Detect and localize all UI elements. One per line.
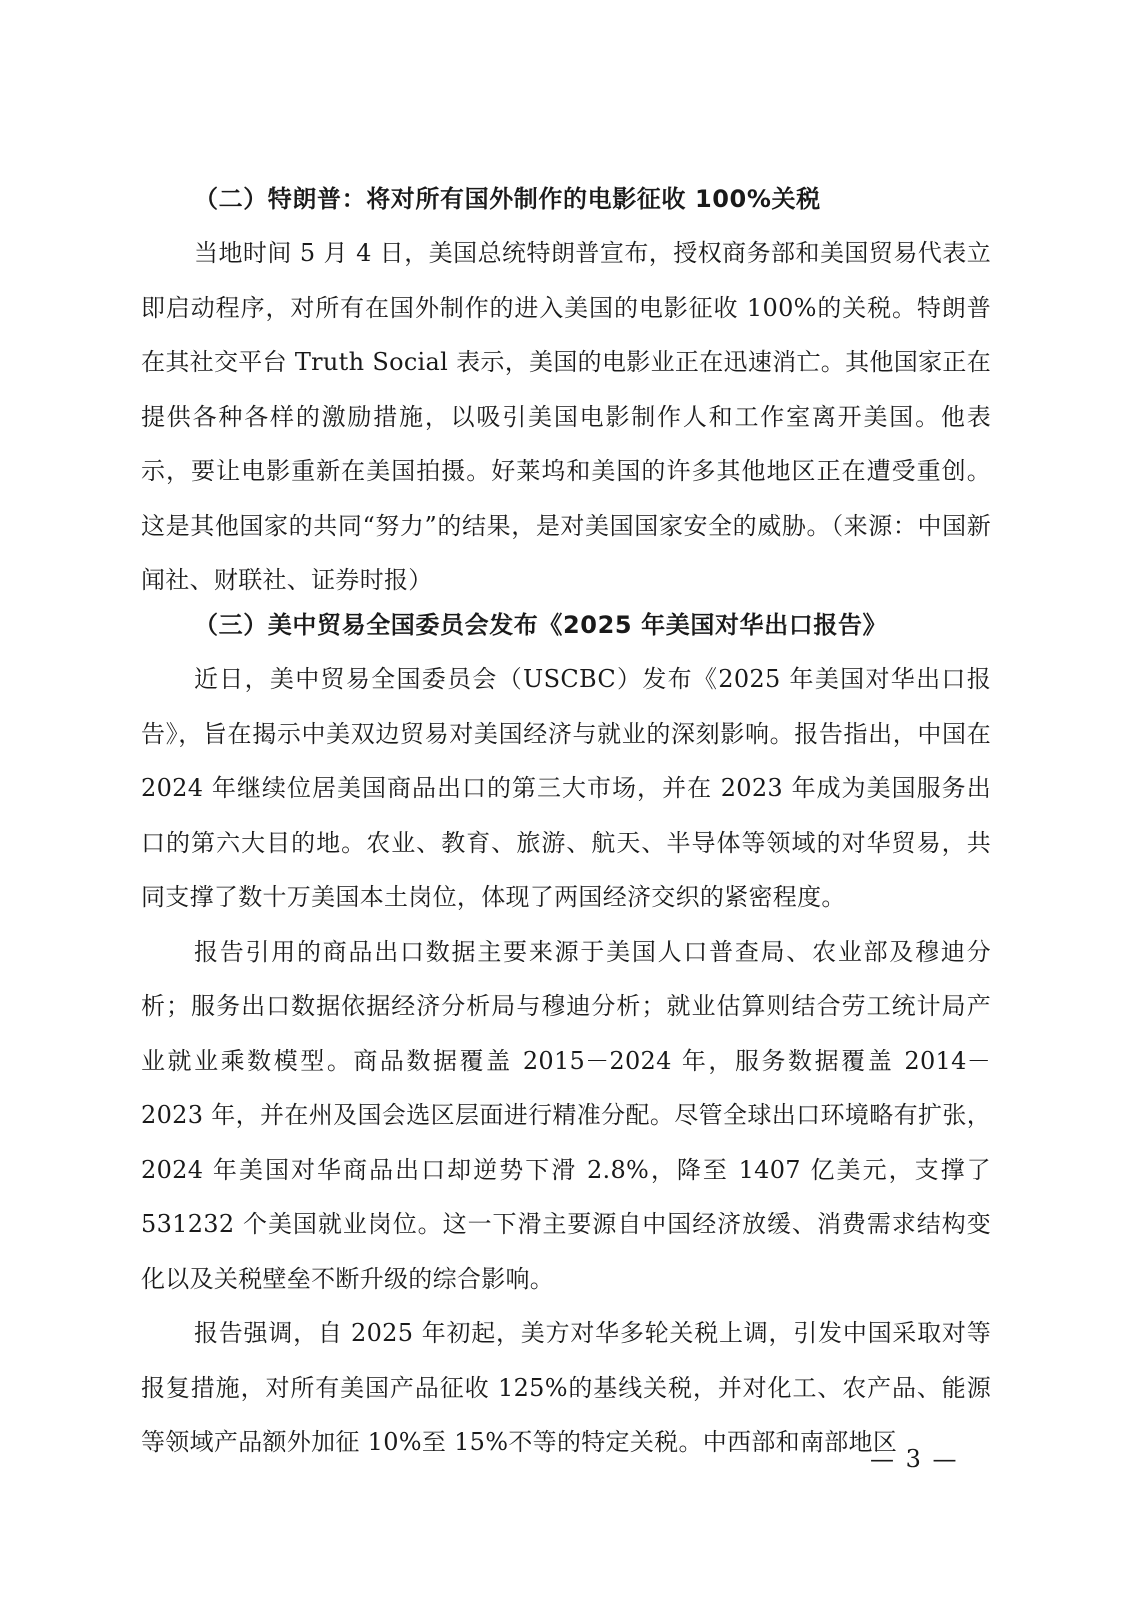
section-paragraph: 报告引用的商品出口数据主要来源于美国人口普查局、农业部及穆迪分析；服务出口数据依据经济分析局与穆迪分析；就业估算则结合劳工统计局产业就业乘数模型。商品数据覆盖 2015－2024 年，服务数据覆盖 2014－2023 年，并在州及国会选区层面进行精准分配。尽管全球出口环境略有扩张，2024 年美国对华商品出口却逆势下滑 2.8%，降至 1407 亿美元，支撑了 531232 个美国就业岗位。这一下滑主要源自中国经济放缓、消费需求结构变化以及关税壁垒不断升级的综合影响。: [141, 937, 991, 1293]
section-three: [141, 598, 991, 1470]
section-paragraph: 报告强调，自 2025 年初起，美方对华多轮关税上调，引发中国采取对等报复措施，对所有美国产品征收 125%的基线关税，并对化工、农产品、能源等领域产品额外加征 10%至 15%不等的特定关税。中西部和南部地区: [141, 1319, 991, 1456]
section-heading: （三）美中贸易全国委员会发布《2025 年美国对华出口报告》: [194, 611, 888, 639]
section-heading: （二）特朗普：将对所有国外制作的电影征收 100%关税: [194, 185, 821, 213]
section-paragraph: 当地时间 5 月 4 日，美国总统特朗普宣布，授权商务部和美国贸易代表立即启动程序，对所有在国外制作的进入美国的电影征收 100%的关税。特朗普在其社交平台 Truth Social 表示，美国的电影业正在迅速消亡。其他国家正在提供各种各样的激励措施，以吸引美国电影制作人和工作室离开美国。他表示，要让电影重新在美国拍摄。好莱坞和美国的许多其他地区正在遭受重创。这是其他国家的共同“努力”的结果，是对美国国家安全的威胁。（来源：中国新闻社、财联社、证券时报）: [141, 239, 991, 594]
section-paragraph: 近日，美中贸易全国委员会（USCBC）发布《2025 年美国对华出口报告》，旨在揭示中美双边贸易对美国经济与就业的深刻影响。报告指出，中国在 2024 年继续位居美国商品出口的第三大市场，并在 2023 年成为美国服务出口的第六大目的地。农业、教育、旅游、航天、半导体等领域的对华贸易，共同支撑了数十万美国本土岗位，体现了两国经济交织的紧密程度。: [141, 665, 991, 911]
page-number: — 3 —: [870, 1445, 959, 1473]
section-two: [141, 172, 991, 608]
